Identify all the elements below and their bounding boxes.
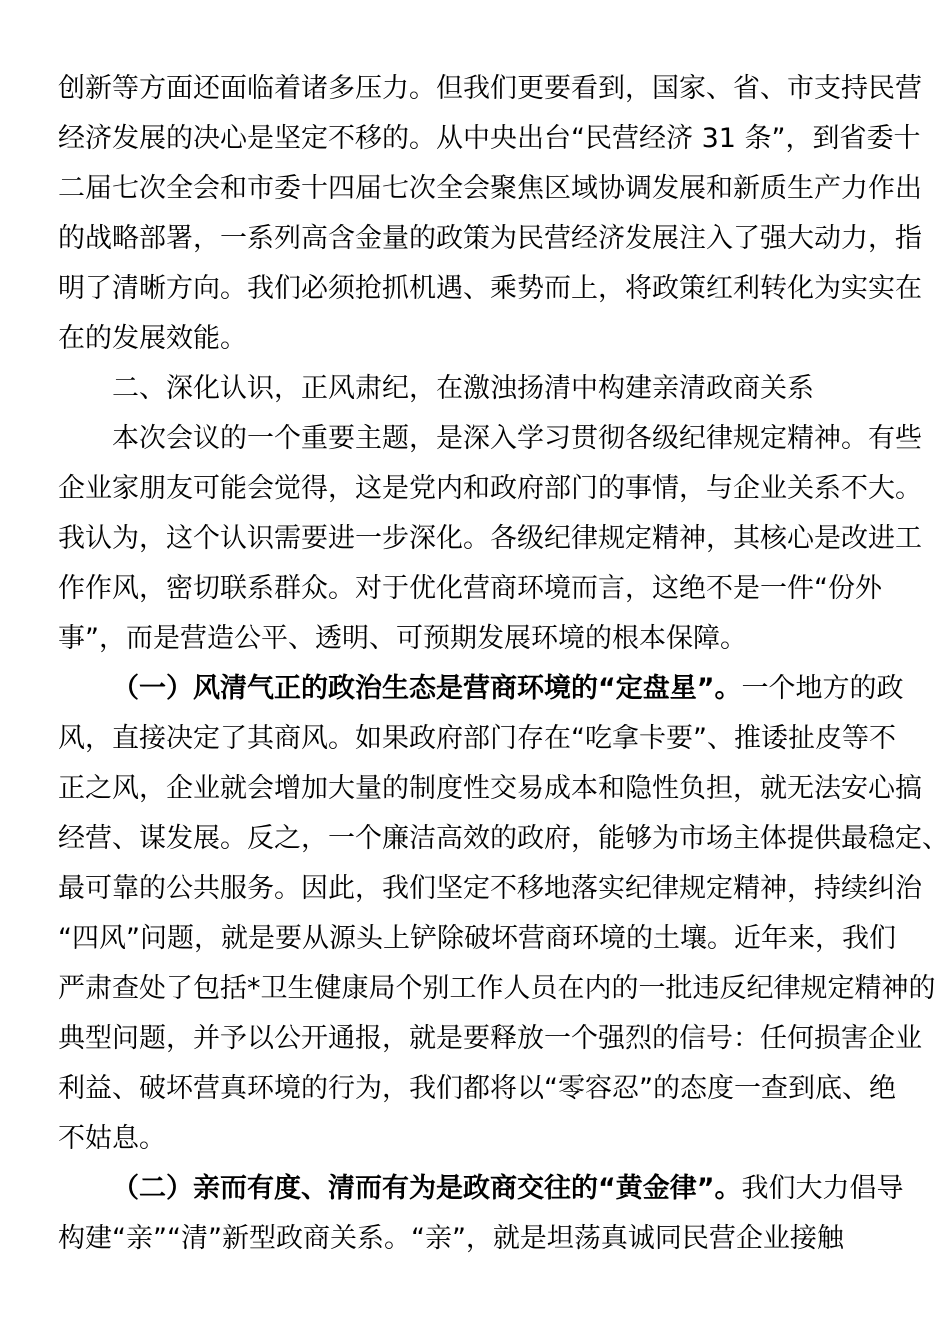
text-line: 严肃查处了包括*卫生健康局个别工作人员在内的一批违反纪律规定精神的	[58, 973, 936, 1004]
text-line: 创新等方面还面临着诸多压力。但我们更要看到，国家、省、市支持民营	[58, 73, 922, 104]
text-line: 在的发展效能。	[58, 323, 247, 354]
text-line: 正之风，企业就会增加大量的制度性交易成本和隐性负担，就无法安心搞	[58, 773, 922, 804]
subsection-first-line	[58, 664, 904, 714]
text-line: 利益、破坏营真环境的行为，我们都将以“零容忍”的态度一查到底、绝	[58, 1073, 896, 1104]
subsection-first-line	[58, 1164, 904, 1214]
text-line: 企业家朋友可能会觉得，这是党内和政府部门的事情，与企业关系不大。	[58, 473, 922, 504]
text-line: 的战略部署，一系列高含金量的政策为民营经济发展注入了强大动力，指	[58, 223, 922, 254]
text-line: 二届七次全会和市委十四届七次全会聚焦区域协调发展和新质生产力作出	[58, 173, 922, 204]
text-line: 构建“亲”“清”新型政商关系。“亲”，就是坦荡真诚同民营企业接触	[58, 1223, 844, 1254]
text-line: 明了清晰方向。我们必须抢抓机遇、乘势而上，将政策红利转化为实实在	[58, 273, 922, 304]
text-line: “四风”问题，就是要从源头上铲除破坏营商环境的土壤。近年来，我们	[58, 923, 896, 954]
section-heading: 二、深化认识，正风肃纪，在激浊扬清中构建亲清政商关系	[112, 373, 814, 404]
paragraph-first-line: 本次会议的一个重要主题，是深入学习贯彻各级纪律规定精神。有些	[112, 423, 922, 454]
text-line: 经营、谋发展。反之，一个廉洁高效的政府，能够为市场主体提供最稳定、	[58, 823, 949, 854]
subsection-text: 我们大力倡导	[741, 1173, 904, 1204]
subsection-heading-1: （一）风清气正的政治生态是营商环境的“定盘星”。	[112, 673, 742, 704]
subsection-text: 一个地方的政	[741, 673, 904, 704]
subsection-heading-2: （二）亲而有度、清而有为是政商交往的“黄金律”。	[112, 1173, 742, 1204]
text-line: 不姑息。	[58, 1123, 166, 1154]
document-body	[58, 64, 949, 1264]
text-line: 我认为，这个认识需要进一步深化。各级纪律规定精神，其核心是改进工	[58, 523, 922, 554]
text-line: 作作风，密切联系群众。对于优化营商环境而言，这绝不是一件“份外	[58, 573, 882, 604]
text-line: 典型问题，并予以公开通报，就是要释放一个强烈的信号：任何损害企业	[58, 1023, 922, 1054]
text-line: 风，直接决定了其商风。如果政府部门存在“吃拿卡要”、推诿扯皮等不	[58, 723, 896, 754]
text-line: 经济发展的决心是坚定不移的。从中央出台“民营经济 31 条”，到省委十	[58, 123, 921, 154]
text-line: 最可靠的公共服务。因此，我们坚定不移地落实纪律规定精神，持续纠治	[58, 873, 922, 904]
text-line: 事”，而是营造公平、透明、可预期发展环境的根本保障。	[58, 623, 747, 654]
